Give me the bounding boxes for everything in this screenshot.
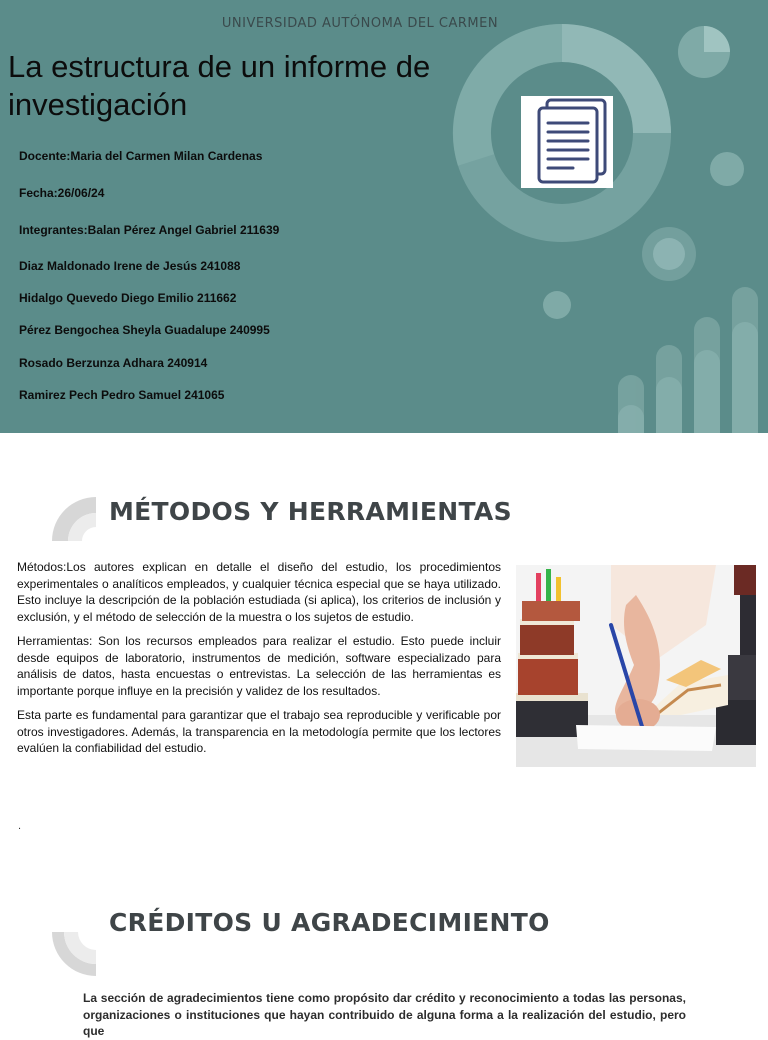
date-line: Fecha:26/06/24 — [19, 186, 105, 200]
member-item: Rosado Berzunza Adhara 240914 — [19, 356, 208, 370]
methods-body — [17, 559, 501, 765]
quarter-arc-icon — [52, 497, 96, 541]
credits-paragraph: La sección de agradecimientos tiene como propósito dar crédito y reconocimiento a todas las personas, organizaciones o instituciones que hayan contribuido de alguna forma a la realización del estudio, pero que — [83, 991, 686, 1038]
teacher-line: Docente:Maria del Carmen Milan Cardenas — [19, 149, 263, 163]
stray-mark: . — [18, 820, 22, 832]
methods-heading: MÉTODOS Y HERRAMIENTAS — [109, 497, 512, 526]
members-label: Integrantes:Balan Pérez Angel Gabriel 211639 — [19, 223, 280, 237]
title-line-1: La estructura de un informe de — [8, 49, 431, 84]
document-icon — [521, 96, 613, 188]
member-item: Pérez Bengochea Sheyla Guadalupe 240995 — [19, 323, 270, 337]
paragraph: Herramientas: Son los recursos empleados para realizar el estudio. Esto puede incluir desde equipos de laboratorio, instrumentos de medición, software especializado para análisis de datos, hasta encuestas o entrevistas. La selección de las herramientas es importante porque influye en la precisión y validez de los resultados. — [17, 634, 501, 698]
title-slide — [0, 0, 768, 433]
credits-heading: CRÉDITOS U AGRADECIMIENTO — [109, 908, 550, 937]
paragraph: Esta parte es fundamental para garantizar que el trabajo sea reproducible y verificable por otros investigadores. Además, la transparencia en la metodología permite que los lectores evalúen la confiabilidad del estudio. — [17, 708, 501, 755]
page-title — [8, 48, 528, 124]
quarter-arc-icon — [52, 932, 96, 976]
member-item: Diaz Maldonado Irene de Jesús 241088 — [19, 259, 241, 273]
member-item: Hidalgo Quevedo Diego Emilio 211662 — [19, 291, 237, 305]
student-writing-image — [516, 565, 756, 767]
title-line-2: investigación — [8, 87, 188, 122]
member-item: Ramirez Pech Pedro Samuel 241065 — [19, 388, 225, 402]
university-name: UNIVERSIDAD AUTÓNOMA DEL CARMEN — [221, 16, 499, 31]
paragraph: Métodos:Los autores explican en detalle el diseño del estudio, los procedimientos experimentales o analíticos empleados, y cualquier técnica especial que se haya utilizado. Esto incluye la descripción de la población estudiada (si aplica), los criterios de inclusión y exclusión, y el método de selección de la muestra o los sujetos de estudio. — [17, 560, 501, 624]
